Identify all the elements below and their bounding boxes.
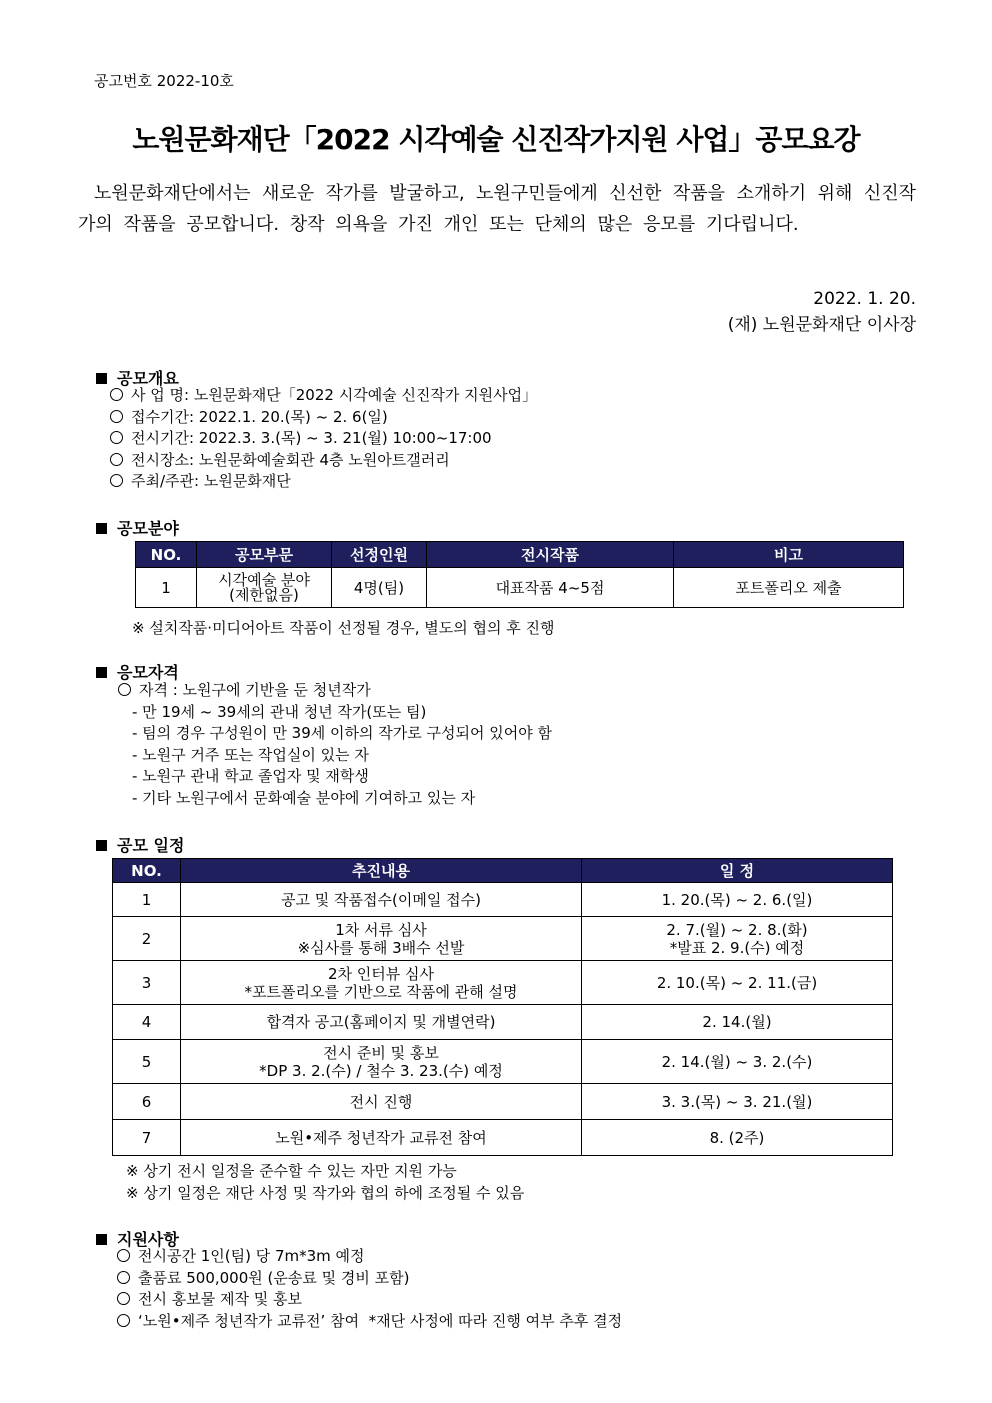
header-cell: NO. <box>136 542 197 568</box>
header-cell: NO. <box>113 859 181 883</box>
category-line: (제한없음) <box>229 586 299 604</box>
table-cell: 합격자 공고(홈페이지 및 개별연락) <box>181 1005 582 1040</box>
table-row <box>113 1005 893 1040</box>
table-cell: 4 <box>113 1005 181 1040</box>
list-item: 전시공간 1인(팀) 당 7m*3m 예정 <box>117 1246 622 1268</box>
cell-line: *발표 2. 9.(수) 예정 <box>669 938 805 957</box>
circle-bullet-icon <box>118 683 131 696</box>
table-cell: 1 <box>136 568 197 608</box>
section-eligibility-heading: 응모자격 <box>96 660 179 683</box>
list-item: 사 업 명: 노원문화재단「2022 시각예술 신진작가 지원사업」 <box>110 385 537 407</box>
table-row <box>113 1084 893 1120</box>
table-row <box>113 883 893 917</box>
note-line: ※ 상기 전시 일정을 준수할 수 있는 자만 지원 가능 <box>126 1162 457 1180</box>
issue-info <box>728 286 916 338</box>
table-cell: 8. (2주) <box>582 1120 893 1156</box>
table-cell <box>181 1040 582 1084</box>
circle-bullet-icon <box>110 474 123 487</box>
section-schedule-heading: 공모 일정 <box>96 833 184 856</box>
list-item: - 노원구 거주 또는 작업실이 있는 자 <box>132 745 369 764</box>
notice-number: 공고번호 2022-10호 <box>94 72 234 90</box>
table-cell: 노원•제주 청년작가 교류전 참여 <box>181 1120 582 1156</box>
table-cell: 3. 3.(목) ~ 3. 21.(월) <box>582 1084 893 1120</box>
list-item: 전시장소: 노원문화예술회관 4층 노원아트갤러리 <box>110 450 537 472</box>
circle-bullet-icon <box>117 1271 130 1284</box>
list-item: - 만 19세 ~ 39세의 관내 청년 작가(또는 팀) <box>132 702 427 721</box>
list-item: - 기타 노원구에서 문화예술 분야에 기여하고 있는 자 <box>132 788 476 807</box>
circle-bullet-icon <box>117 1292 130 1305</box>
table-cell: 2. 14.(월) ~ 3. 2.(수) <box>582 1040 893 1084</box>
table-row <box>136 568 904 608</box>
cell-line: ※심사를 통해 3배수 선발 <box>297 938 465 957</box>
table-cell <box>582 917 893 961</box>
overview-list <box>110 385 537 493</box>
category-line: 시각예술 분야 <box>218 571 310 589</box>
square-bullet-icon <box>96 1234 107 1245</box>
table-cell: 5 <box>113 1040 181 1084</box>
table-cell: 2. 10.(목) ~ 2. 11.(금) <box>582 961 893 1005</box>
list-item: - 노원구 관내 학교 졸업자 및 재학생 <box>132 767 369 785</box>
section-field-heading: 공모분야 <box>96 516 179 539</box>
cell-line: 2. 7.(월) ~ 2. 8.(화) <box>666 920 808 939</box>
circle-bullet-icon <box>110 388 123 401</box>
list-item: ‘노원•제주 청년작가 교류전’ 참여 *재단 사정에 따라 진행 여부 추후 결정 <box>117 1311 622 1333</box>
page-title: 노원문화재단「2022 시각예술 신진작가지원 사업」공모요강 <box>132 123 860 156</box>
section-overview-heading: 공모개요 <box>96 366 179 389</box>
table-cell: 1. 20.(목) ~ 2. 6.(일) <box>582 883 893 917</box>
table-cell <box>181 961 582 1005</box>
table-cell: 포트폴리오 제출 <box>674 568 904 608</box>
header-cell: 선정인원 <box>332 542 427 568</box>
issuer: (재) 노원문화재단 이사장 <box>727 315 916 335</box>
note-line: ※ 상기 일정은 재단 사정 및 작가와 협의 하에 조정될 수 있음 <box>126 1184 525 1202</box>
table-cell: 전시 진행 <box>181 1084 582 1120</box>
field-note: ※ 설치작품·미디어아트 작품이 선정될 경우, 별도의 협의 후 진행 <box>132 619 555 637</box>
table-row <box>113 961 893 1005</box>
list-item: 자격 : 노원구에 기반을 둔 청년작가 <box>118 680 552 702</box>
table-cell: 3 <box>113 961 181 1005</box>
table-cell: 4명(팀) <box>332 568 427 608</box>
table-cell: 공고 및 작품접수(이메일 접수) <box>181 883 582 917</box>
schedule-table <box>112 858 893 1156</box>
header-cell: 공모부문 <box>197 542 332 568</box>
table-cell: 7 <box>113 1120 181 1156</box>
table-row <box>113 917 893 961</box>
header-cell: 비고 <box>674 542 904 568</box>
list-item: 출품료 500,000원 (운송료 및 경비 포함) <box>117 1268 622 1290</box>
support-list <box>117 1246 622 1332</box>
square-bullet-icon <box>96 667 107 678</box>
table-row <box>113 1120 893 1156</box>
cell-line: *포트폴리오를 기반으로 작품에 관해 설명 <box>244 982 518 1001</box>
header-cell: 일 정 <box>582 859 893 883</box>
square-bullet-icon <box>96 523 107 534</box>
table-row <box>113 1040 893 1084</box>
table-cell: 대표작품 4~5점 <box>427 568 674 608</box>
section-support-heading: 지원사항 <box>96 1227 179 1250</box>
table-cell: 2. 14.(월) <box>582 1005 893 1040</box>
circle-bullet-icon <box>117 1314 130 1327</box>
issue-date: 2022. 1. 20. <box>813 289 916 309</box>
table-header-row <box>136 542 904 568</box>
list-item: - 팀의 경우 구성원이 만 39세 이하의 작가로 구성되어 있어야 함 <box>132 724 552 742</box>
list-item: 접수기간: 2022.1. 20.(목) ~ 2. 6(일) <box>110 407 537 429</box>
table-cell <box>181 917 582 961</box>
cell-line: *DP 3. 2.(수) / 철수 3. 23.(수) 예정 <box>259 1061 503 1080</box>
eligibility-list <box>118 680 552 809</box>
circle-bullet-icon <box>110 410 123 423</box>
list-item: 주최/주관: 노원문화재단 <box>110 471 537 493</box>
table-cell: 6 <box>113 1084 181 1120</box>
circle-bullet-icon <box>117 1249 130 1262</box>
header-cell: 추진내용 <box>181 859 582 883</box>
intro-text: 노원문화재단에서는 새로운 작가를 발굴하고, 노원구민들에게 신선한 작품을 소개하기 위해 신진작가의 작품을 공모합니다. 창작 의욕을 가진 개인 또는 단체의 많은 응모를 기다립니다. <box>78 183 916 235</box>
header-cell: 전시작품 <box>427 542 674 568</box>
field-table <box>135 541 904 608</box>
circle-bullet-icon <box>110 453 123 466</box>
table-cell <box>197 568 332 608</box>
cell-line: 1차 서류 심사 <box>335 920 427 939</box>
list-item: 전시기간: 2022.3. 3.(목) ~ 3. 21(월) 10:00~17:00 <box>110 428 537 450</box>
square-bullet-icon <box>96 840 107 851</box>
cell-line: 2차 인터뷰 심사 <box>327 964 435 983</box>
square-bullet-icon <box>96 373 107 384</box>
intro-paragraph <box>78 178 916 240</box>
cell-line: 전시 준비 및 홍보 <box>323 1043 439 1062</box>
circle-bullet-icon <box>110 431 123 444</box>
table-header-row <box>113 859 893 883</box>
table-cell: 1 <box>113 883 181 917</box>
list-item: 전시 홍보물 제작 및 홍보 <box>117 1289 622 1311</box>
table-cell: 2 <box>113 917 181 961</box>
schedule-notes <box>126 1160 524 1204</box>
